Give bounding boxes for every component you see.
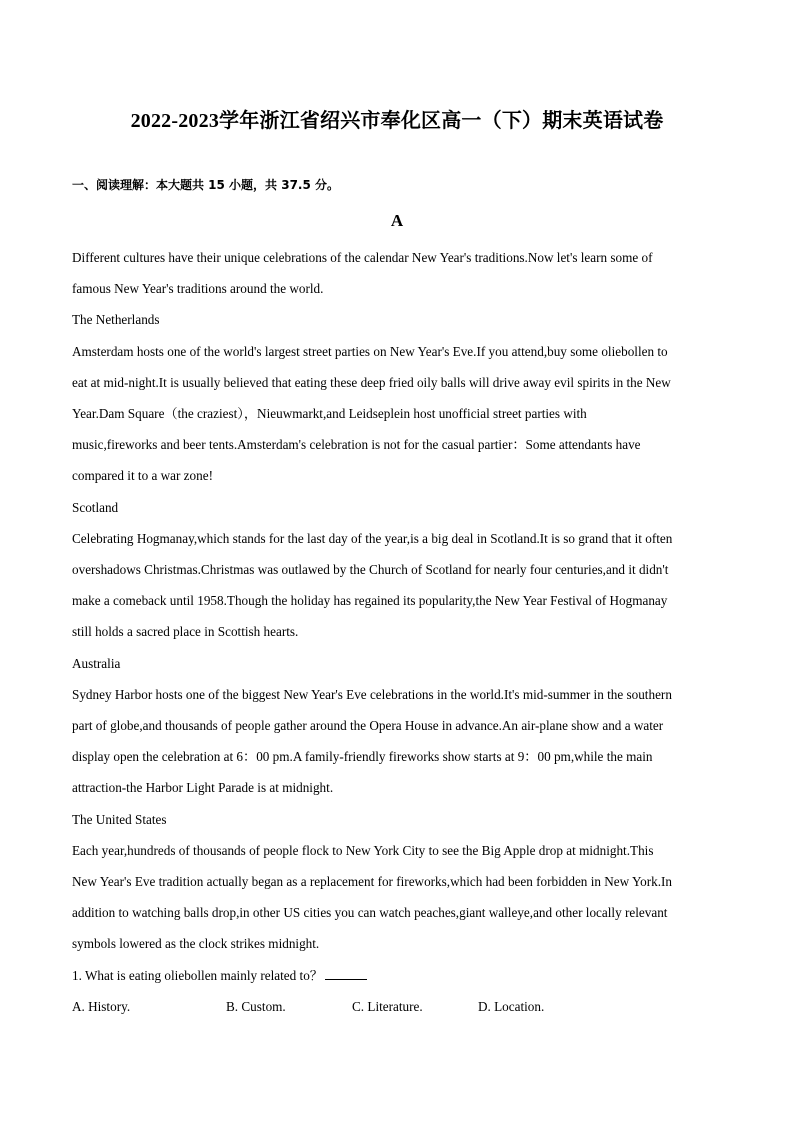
- subheading-australia: Australia: [72, 655, 121, 671]
- passage-line: display open the celebration at 6：00 pm.A family-friendly fireworks show starts at 9：00 pm,while the main: [72, 749, 653, 765]
- passage-line: Amsterdam hosts one of the world's largest street parties on New Year's Eve.If you attend,buy some oliebollen to: [72, 343, 668, 359]
- passage-line: Each year,hundreds of thousands of people flock to New York City to see the Big Apple drop at midnight.This: [72, 842, 654, 858]
- passage-line: New Year's Eve tradition actually began as a replacement for fireworks,which had been forbidden in New York.In: [72, 874, 673, 890]
- passage-line: symbols lowered as the clock strikes midnight.: [72, 936, 320, 952]
- option-b[interactable]: B. Custom.: [226, 998, 286, 1014]
- passage-line: famous New Year's traditions around the world.: [72, 281, 324, 297]
- passage-line: compared it to a war zone!: [72, 468, 213, 484]
- passage-line: still holds a sacred place in Scottish hearts.: [72, 624, 299, 640]
- passage-line: Celebrating Hogmanay,which stands for the last day of the year,is a big deal in Scotland.It is so grand that it often: [72, 530, 673, 546]
- page-title: 2022-2023学年浙江省绍兴市奉化区高一（下）期末英语试卷: [130, 110, 664, 132]
- reading-passage: [72, 242, 722, 1022]
- passage-line: Year.Dam Square（the craziest），Nieuwmarkt,and Leidseplein host unofficial street parties with: [72, 406, 587, 422]
- subheading-scotland: Scotland: [72, 499, 119, 515]
- subheading-netherlands: The Netherlands: [72, 312, 160, 328]
- question-1: [72, 960, 722, 991]
- answer-blank: [325, 967, 367, 980]
- option-d[interactable]: D. Location.: [478, 998, 545, 1014]
- passage-line: Sydney Harbor hosts one of the biggest New Year's Eve celebrations in the world.It's mid-summer in the southern: [72, 686, 672, 702]
- passage-line: eat at mid-night.It is usually believed that eating these deep fried oily balls will drive away evil spirits in the New: [72, 374, 671, 390]
- passage-line: attraction-the Harbor Light Parade is at midnight.: [72, 780, 334, 796]
- passage-line: make a comeback until 1958.Though the holiday has regained its popularity,the New Year Festival of Hogmanay: [72, 593, 668, 609]
- passage-line: part of globe,and thousands of people gather around the Opera House in advance.An air-plane show and a water: [72, 718, 664, 734]
- passage-line: Different cultures have their unique celebrations of the calendar New Year's traditions.Now let's learn some of: [72, 250, 653, 265]
- section-heading: 一、阅读理解：本大题共 15 小题，共 37.5 分。: [72, 178, 340, 192]
- option-a[interactable]: A. History.: [72, 998, 131, 1014]
- passage-line: overshadows Christmas.Christmas was outlawed by the Church of Scotland for nearly four centuries,and it didn't: [72, 562, 669, 578]
- passage-line: music,fireworks and beer tents.Amsterdam's celebration is not for the casual partier：Some attendants have: [72, 437, 641, 453]
- subheading-united-states: The United States: [72, 811, 167, 827]
- part-label: A: [390, 211, 404, 230]
- question-text: 1. What is eating oliebollen mainly related to？: [72, 967, 323, 983]
- question-options: [72, 991, 722, 1022]
- passage-line: addition to watching balls drop,in other US cities you can watch peaches,giant walleye,and other locally relevant: [72, 905, 668, 921]
- option-c[interactable]: C. Literature.: [352, 998, 423, 1014]
